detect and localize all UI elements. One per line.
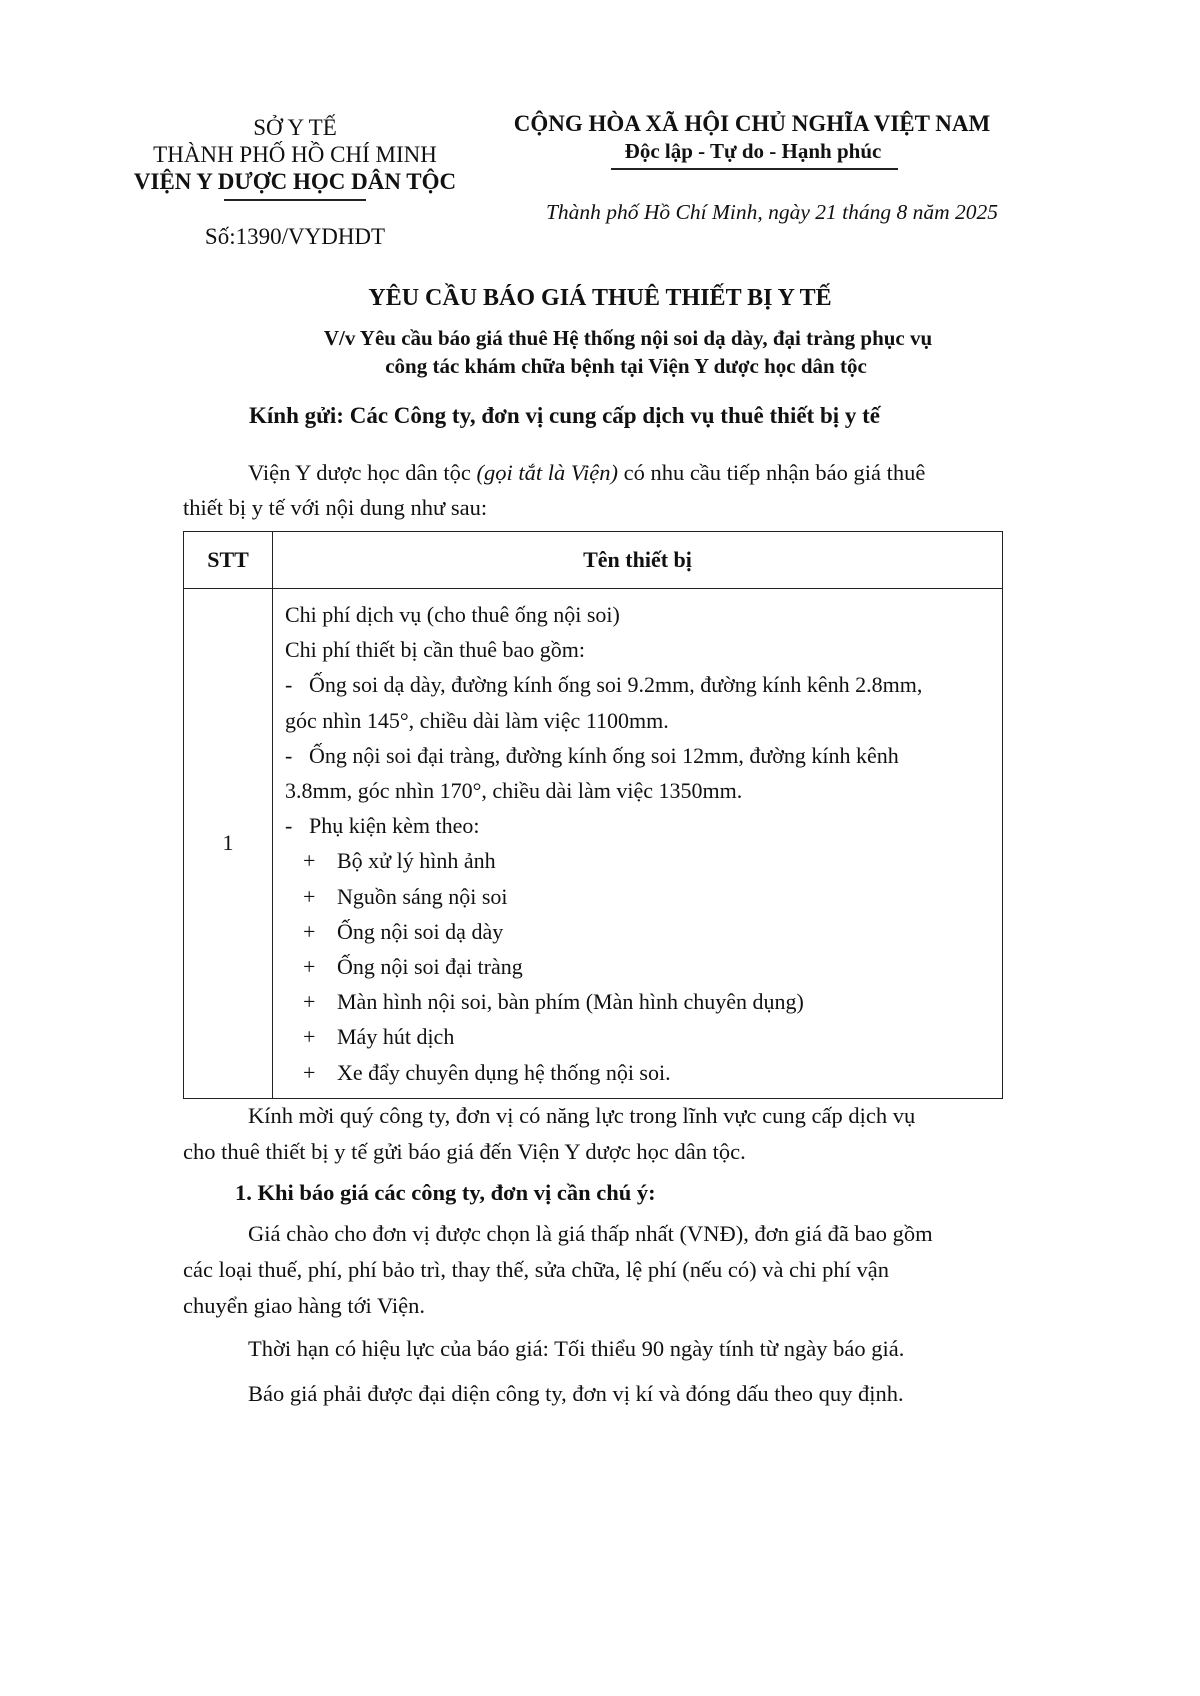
subtitle-line-2: công tác khám chữa bệnh tại Viện Y dược học dân tộc bbox=[385, 354, 867, 378]
desc-line-1: Chi phí dịch vụ (cho thuê ống nội soi) bbox=[285, 602, 620, 627]
table-header-row bbox=[184, 532, 1003, 589]
dash-bullet: - bbox=[285, 742, 293, 768]
desc-line-7 bbox=[285, 808, 994, 843]
accessory-item bbox=[285, 1019, 994, 1054]
nation-motto: Độc lập - Tự do - Hạnh phúc bbox=[624, 139, 882, 163]
greeting: Kính gửi: Các Công ty, đơn vị cung cấp dịch vụ thuê thiết bị y tế bbox=[249, 403, 881, 428]
plus-bullet: + bbox=[303, 918, 316, 944]
desc-line-3 bbox=[285, 667, 994, 702]
intro-text-3: có nhu cầu tiếp nhận báo giá thuê bbox=[617, 460, 926, 485]
dash-bullet: - bbox=[285, 813, 293, 839]
dash-bullet: - bbox=[285, 672, 293, 698]
accessory-text: Màn hình nội soi, bàn phím (Màn hình chuyên dụng) bbox=[337, 989, 804, 1015]
accessory-text: Ống nội soi đại tràng bbox=[337, 954, 523, 980]
intro-line-1 bbox=[248, 455, 925, 491]
agency-line-3: VIỆN Y DƯỢC HỌC DÂN TỘC bbox=[133, 169, 457, 194]
accessory-text: Nguồn sáng nội soi bbox=[337, 883, 508, 909]
desc-line-4: góc nhìn 145°, chiều dài làm việc 1100mm. bbox=[285, 707, 669, 733]
section-1-p1-line-1: Giá chào cho đơn vị được chọn là giá thấp nhất (VNĐ), đơn giá đã bao gồm bbox=[248, 1221, 933, 1246]
desc-line-5-text: Ống nội soi đại tràng, đường kính ống soi 12mm, đường kính kênh bbox=[309, 742, 899, 768]
invite-line-1: Kính mời quý công ty, đơn vị có năng lực trong lĩnh vực cung cấp dịch vụ bbox=[248, 1103, 916, 1128]
plus-bullet: + bbox=[303, 1059, 316, 1085]
intro-line-2: thiết bị y tế với nội dung như sau: bbox=[183, 495, 488, 520]
accessory-item bbox=[285, 984, 994, 1019]
plus-bullet: + bbox=[303, 1024, 316, 1050]
equipment-table bbox=[183, 531, 1003, 1099]
header-stt: STT bbox=[184, 532, 273, 589]
desc-line-2: Chi phí thiết bị cần thuê bao gồm: bbox=[285, 637, 586, 663]
motto-underline bbox=[611, 168, 898, 170]
accessory-item bbox=[285, 1055, 994, 1090]
section-1-p1-line-2: các loại thuế, phí, phí bảo trì, thay thế, sửa chữa, lệ phí (nếu có) và chi phí vận bbox=[183, 1257, 890, 1282]
plus-bullet: + bbox=[303, 989, 316, 1015]
document-number: Số:1390/VYDHDT bbox=[204, 224, 386, 249]
desc-line-3-text: Ống soi dạ dày, đường kính ống soi 9.2mm, đường kính kênh 2.8mm, bbox=[309, 672, 923, 698]
row-stt: 1 bbox=[184, 589, 273, 1099]
section-1-p1-line-3: chuyển giao hàng tới Viện. bbox=[183, 1293, 425, 1318]
nation-title: CỘNG HÒA XÃ HỘI CHỦ NGHĨA VIỆT NAM bbox=[513, 111, 991, 136]
section-1-heading: 1. Khi báo giá các công ty, đơn vị cần chú ý: bbox=[235, 1180, 656, 1205]
accessory-text: Máy hút dịch bbox=[337, 1024, 455, 1050]
accessory-text: Xe đẩy chuyên dụng hệ thống nội soi. bbox=[337, 1059, 671, 1085]
intro-text-italic: (gọi tắt là Viện) bbox=[476, 460, 618, 485]
desc-line-7-text: Phụ kiện kèm theo: bbox=[309, 813, 480, 839]
desc-line-5 bbox=[285, 738, 994, 773]
plus-bullet: + bbox=[303, 883, 316, 909]
document-title: YÊU CẦU BÁO GIÁ THUÊ THIẾT BỊ Y TẾ bbox=[368, 285, 832, 311]
section-1-p2: Thời hạn có hiệu lực của báo giá: Tối thiểu 90 ngày tính từ ngày báo giá. bbox=[248, 1336, 905, 1361]
plus-bullet: + bbox=[303, 954, 316, 980]
accessory-text: Bộ xử lý hình ảnh bbox=[337, 848, 496, 874]
accessory-item bbox=[285, 843, 994, 878]
agency-line-1: SỞ Y TẾ bbox=[253, 115, 337, 140]
desc-line-6: 3.8mm, góc nhìn 170°, chiều dài làm việc 1350mm. bbox=[285, 778, 743, 804]
header-equipment-name: Tên thiết bị bbox=[273, 532, 1003, 589]
plus-bullet: + bbox=[303, 848, 316, 874]
accessory-item bbox=[285, 914, 994, 949]
accessory-item bbox=[285, 879, 994, 914]
agency-line-2: THÀNH PHỐ HỒ CHÍ MINH bbox=[153, 142, 437, 167]
subtitle-line-1: V/v Yêu cầu báo giá thuê Hệ thống nội soi dạ dày, đại tràng phục vụ bbox=[323, 326, 933, 350]
intro-text-1: Viện Y dược học dân tộc bbox=[248, 460, 477, 485]
accessory-item bbox=[285, 949, 994, 984]
row-equipment-description bbox=[273, 589, 1003, 1099]
invite-line-2: cho thuê thiết bị y tế gửi báo giá đến Viện Y dược học dân tộc. bbox=[183, 1139, 746, 1164]
agency-underline bbox=[224, 199, 366, 201]
section-1-p3: Báo giá phải được đại diện công ty, đơn vị kí và đóng dấu theo quy định. bbox=[248, 1381, 904, 1406]
table-row bbox=[184, 589, 1003, 1099]
document-date: Thành phố Hồ Chí Minh, ngày 21 tháng 8 năm 2025 bbox=[545, 200, 999, 224]
accessory-text: Ống nội soi dạ dày bbox=[337, 918, 504, 944]
